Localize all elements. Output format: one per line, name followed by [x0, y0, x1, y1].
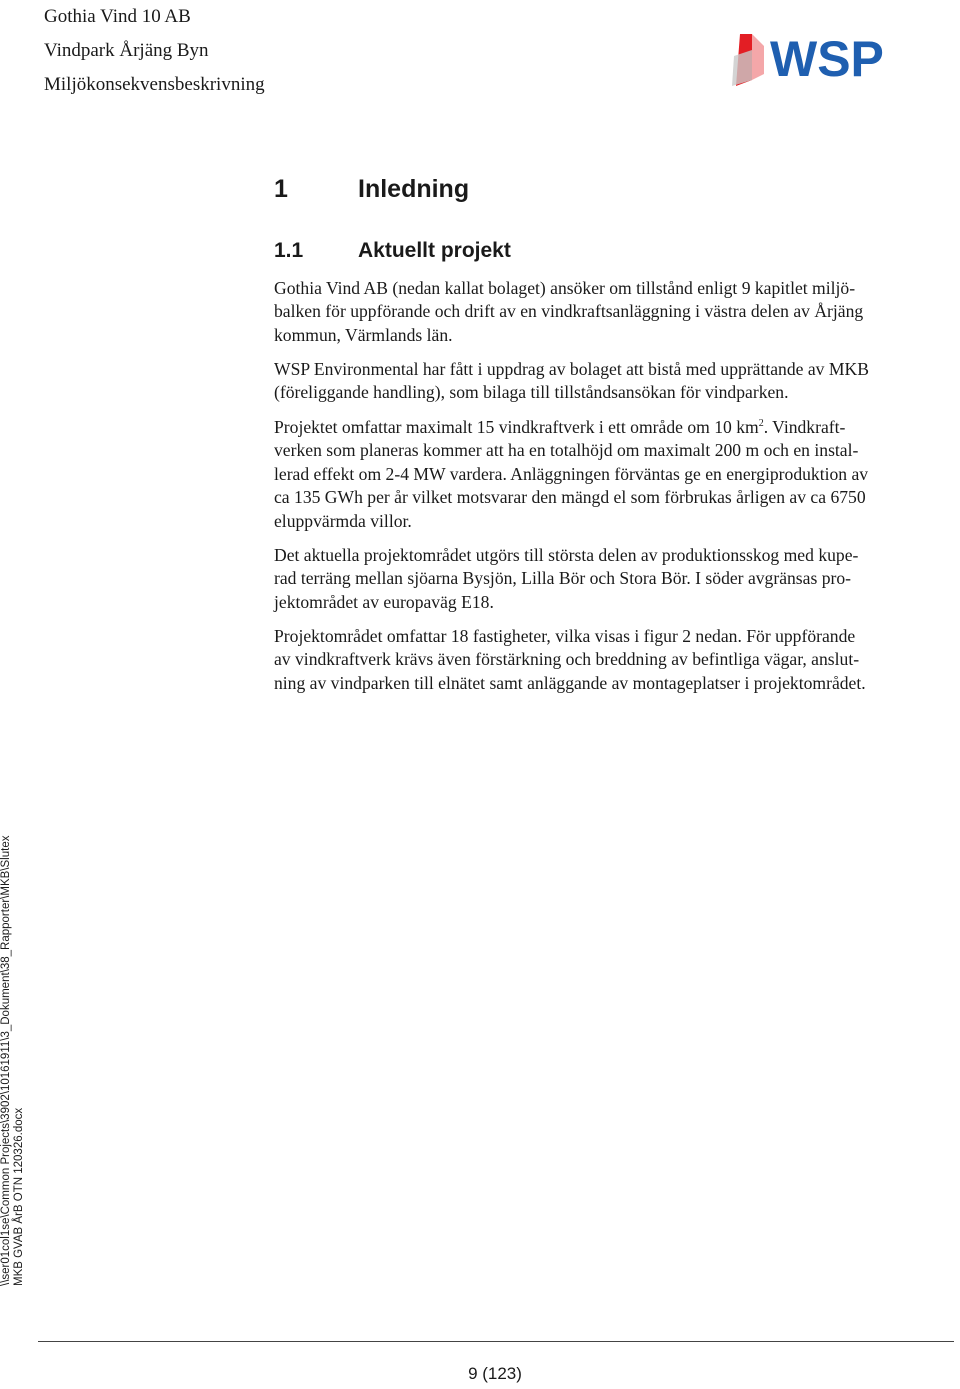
footer-divider — [38, 1341, 954, 1342]
paragraph-line: rad terräng mellan sjöarna Bysjön, Lilla Bör och Stora Bör. I söder avgränsas pro- — [274, 568, 852, 589]
paragraph-line — [274, 416, 960, 439]
heading-2 — [274, 239, 511, 263]
heading-1-title: Inledning — [358, 175, 470, 203]
paragraph-line: ca 135 GWh per år vilket motsvarar den mängd el som förbrukas årligen av ca 6750 — [274, 487, 866, 508]
paragraph-line: jektområdet av europaväg E18. — [274, 591, 494, 612]
paragraph-4 — [274, 544, 960, 614]
paragraph-line: WSP Environmental har fått i uppdrag av bolaget att bistå med upprättande av MKB — [274, 359, 869, 379]
paragraph-line: Det aktuella projektområdet utgörs till största delen av produktionsskog med kupe- — [274, 545, 859, 565]
header-document-type: Miljökonsekvensbeskrivning — [44, 74, 265, 95]
paragraph-line: av vindkraftverk krävs även förstärkning och breddning av befintliga vägar, anslut- — [274, 649, 860, 670]
superscript: 2 — [758, 418, 764, 429]
paragraph-2 — [274, 358, 960, 405]
wsp-logo — [730, 26, 920, 92]
paragraph-line: verken som planeras kommer att ha en totalhöjd om maximalt 200 m och en instal- — [274, 440, 859, 461]
logo-text: WSP — [770, 31, 884, 87]
page-number: 9 (123) — [468, 1364, 522, 1383]
heading-2-number: 1.1 — [274, 239, 304, 262]
header-project: Vindpark Årjäng Byn — [44, 40, 209, 61]
paragraph-line: Gothia Vind AB (nedan kallat bolaget) ansöker om tillstånd enligt 9 kapitlet miljö- — [274, 278, 856, 298]
paragraph-line: (föreliggande handling), som bilaga till tillståndsansökan för vindparken. — [274, 382, 789, 403]
paragraph-5 — [274, 625, 960, 695]
paragraph-line: lerad effekt om 2-4 MW vardera. Anläggningen förväntas ge en energiproduktion av — [274, 463, 869, 484]
paragraph-1 — [274, 277, 960, 347]
paragraph-line: ning av vindparken till elnätet samt anläggande av montageplatser i projektområdet. — [274, 672, 866, 693]
heading-1-number: 1 — [274, 175, 288, 203]
paragraph-text: . Vindkraft- — [763, 417, 846, 437]
file-path-margin — [0, 836, 26, 1286]
file-path-line: \\ser01col1se\Common Projects\3902\10161911\3_Dokument\38_Rapporter\MKB\Slutex — [0, 835, 12, 1286]
paragraph-line: Projektområdet omfattar 18 fastigheter, vilka visas i figur 2 nedan. För uppförande — [274, 626, 856, 646]
wsp-logo-graphic — [730, 26, 920, 92]
paragraph-text: Projektet omfattar maximalt 15 vindkraftverk i ett område om 10 km — [274, 417, 759, 437]
document-header — [44, 0, 265, 102]
header-company: Gothia Vind 10 AB — [44, 6, 191, 27]
paragraph-line: kommun, Värmlands län. — [274, 324, 453, 345]
paragraph-line: balken för uppförande och drift av en vindkraftsanläggning i västra delen av Årjäng — [274, 301, 864, 322]
heading-1 — [274, 175, 469, 204]
paragraph-line: eluppvärmda villor. — [274, 510, 412, 531]
heading-2-title: Aktuellt projekt — [358, 239, 511, 262]
paragraph-3 — [274, 416, 960, 533]
file-name-line: MKB GVAB ÅrB OTN 120326.docx — [13, 1107, 25, 1286]
